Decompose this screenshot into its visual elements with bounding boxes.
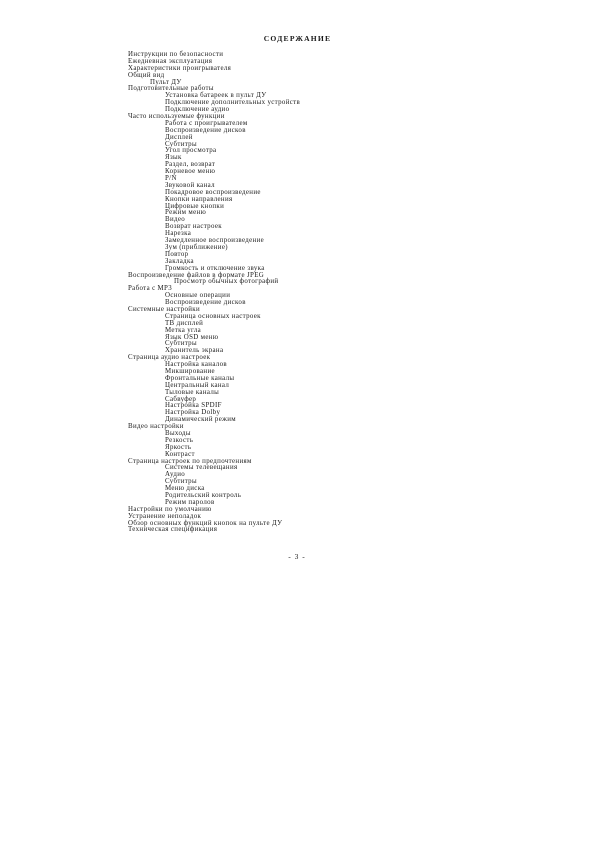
toc-subsection: Установка батареек в пульт ДУ bbox=[165, 92, 267, 100]
toc-subsection: Аудио bbox=[165, 471, 186, 479]
toc-section: Воспроизведение файлов в формате JPEG bbox=[128, 271, 265, 279]
toc-section: Настройки по умолчанию bbox=[128, 505, 212, 513]
toc-subsection: Воспроизведение дисков bbox=[165, 126, 246, 134]
toc-section: Техническая спецификация bbox=[128, 526, 218, 534]
toc-subsection: Сабвуфер bbox=[165, 395, 197, 403]
toc-subsection: Фронтальные каналы bbox=[165, 374, 235, 382]
toc-subsection: Громкость и отключение звука bbox=[165, 264, 265, 272]
toc-subsection: Корневое меню bbox=[165, 168, 216, 176]
toc-subsection: Родительский контроль bbox=[165, 492, 242, 499]
toc-section: Страница настроек по предпочтениям bbox=[128, 457, 252, 465]
toc-subsection: Страница основных настроек bbox=[165, 312, 261, 320]
toc-subsection: Основные операции bbox=[165, 292, 231, 300]
toc-subsection: Центральный канал bbox=[165, 381, 230, 389]
toc-subsection: Резкость bbox=[165, 436, 194, 444]
toc-subsection: Метка угла bbox=[165, 326, 202, 334]
toc-section: Устранение неполадок bbox=[128, 512, 202, 520]
toc-subsection: Дисплей bbox=[165, 133, 193, 141]
toc-subsection: Меню диска bbox=[165, 485, 205, 493]
toc-subsection: ТВ дисплей bbox=[165, 319, 204, 327]
toc-subsection: Работа с проигрывателем bbox=[165, 119, 248, 127]
toc-subsection: Цифровые кнопки bbox=[165, 202, 225, 210]
toc-section: Работа с MP3 bbox=[128, 285, 173, 293]
toc-subsection: Повтор bbox=[165, 250, 189, 258]
toc-subsection: Настройка Dolby bbox=[165, 409, 221, 417]
toc-subsection: Возврат настроек bbox=[165, 223, 222, 231]
toc-subsection: Яркость bbox=[165, 443, 192, 451]
toc-subsection: Динамический режим bbox=[165, 416, 236, 424]
toc-subsection: Хранитель экрана bbox=[165, 347, 224, 355]
toc-subsection: Подключение дополнительных устройств bbox=[165, 99, 301, 107]
toc-subsection: Звуковой канал bbox=[165, 181, 215, 189]
toc-subsection: Субтитры bbox=[165, 478, 197, 486]
toc-section: Подготовительные работы bbox=[128, 85, 214, 93]
toc-subsection: Микширование bbox=[165, 367, 215, 375]
toc-section: Инструкции по безопасности bbox=[128, 51, 224, 58]
toc-section: Ежедневная эксплуатация bbox=[128, 57, 213, 65]
toc-subsection: Покадровое воспроизведение bbox=[165, 188, 261, 196]
toc-section: Видео настройки bbox=[128, 423, 184, 431]
toc-section: Обзор основных функций кнопок на пульте ДУ bbox=[128, 519, 283, 527]
toc-subsection: Подключение аудио bbox=[165, 106, 230, 114]
toc-subsection: Язык bbox=[165, 154, 182, 162]
toc-subsection: Язык OSD меню bbox=[165, 333, 219, 341]
toc-subsection: Нарезка bbox=[165, 230, 192, 238]
toc-section: Часто используемые функции bbox=[128, 113, 225, 121]
toc-subsection: Воспроизведение дисков bbox=[165, 299, 246, 307]
toc-section: Общий вид bbox=[128, 71, 165, 79]
toc-subsection: Субтитры bbox=[165, 140, 197, 148]
toc-subsection: Выходы bbox=[165, 429, 191, 437]
toc-subsection: Режим паролов bbox=[165, 498, 215, 506]
toc-subsection: Видео bbox=[165, 216, 186, 224]
toc-subsection: Замедленное воспроизведение bbox=[165, 237, 265, 245]
toc-subsection: Кнопки направления bbox=[165, 195, 233, 203]
toc-subsection: Контраст bbox=[165, 450, 195, 458]
toc-subsection: Системы телевещания bbox=[165, 464, 238, 472]
toc-section: Характеристики проигрывателя bbox=[128, 64, 232, 72]
page-title: СОДЕРЖАНИЕ bbox=[263, 34, 332, 43]
toc-section: Страница аудио настроек bbox=[128, 354, 211, 362]
toc-subsection: P/N bbox=[165, 175, 177, 183]
toc-subsection: Угол просмотра bbox=[165, 147, 217, 155]
toc-subsection: Субтитры bbox=[165, 340, 197, 348]
toc-subsection: Раздел, возврат bbox=[165, 161, 216, 169]
toc-subsection: Закладка bbox=[165, 257, 194, 265]
page-number: - 3 - bbox=[288, 552, 306, 561]
toc-subsection: Настройка SPDIF bbox=[165, 402, 222, 410]
toc-subsection: Режим меню bbox=[165, 209, 207, 217]
toc-subsection: Тыловые каналы bbox=[165, 388, 220, 396]
table-of-contents bbox=[128, 52, 458, 534]
toc-subsection: Просмотр обычных фотографий bbox=[174, 278, 279, 286]
toc-subsection: Настройка каналов bbox=[165, 361, 227, 369]
toc-subsection: Зум (приближение) bbox=[165, 243, 228, 251]
toc-section: Системные настройки bbox=[128, 305, 201, 313]
toc-subsection: Пульт ДУ bbox=[150, 78, 182, 86]
